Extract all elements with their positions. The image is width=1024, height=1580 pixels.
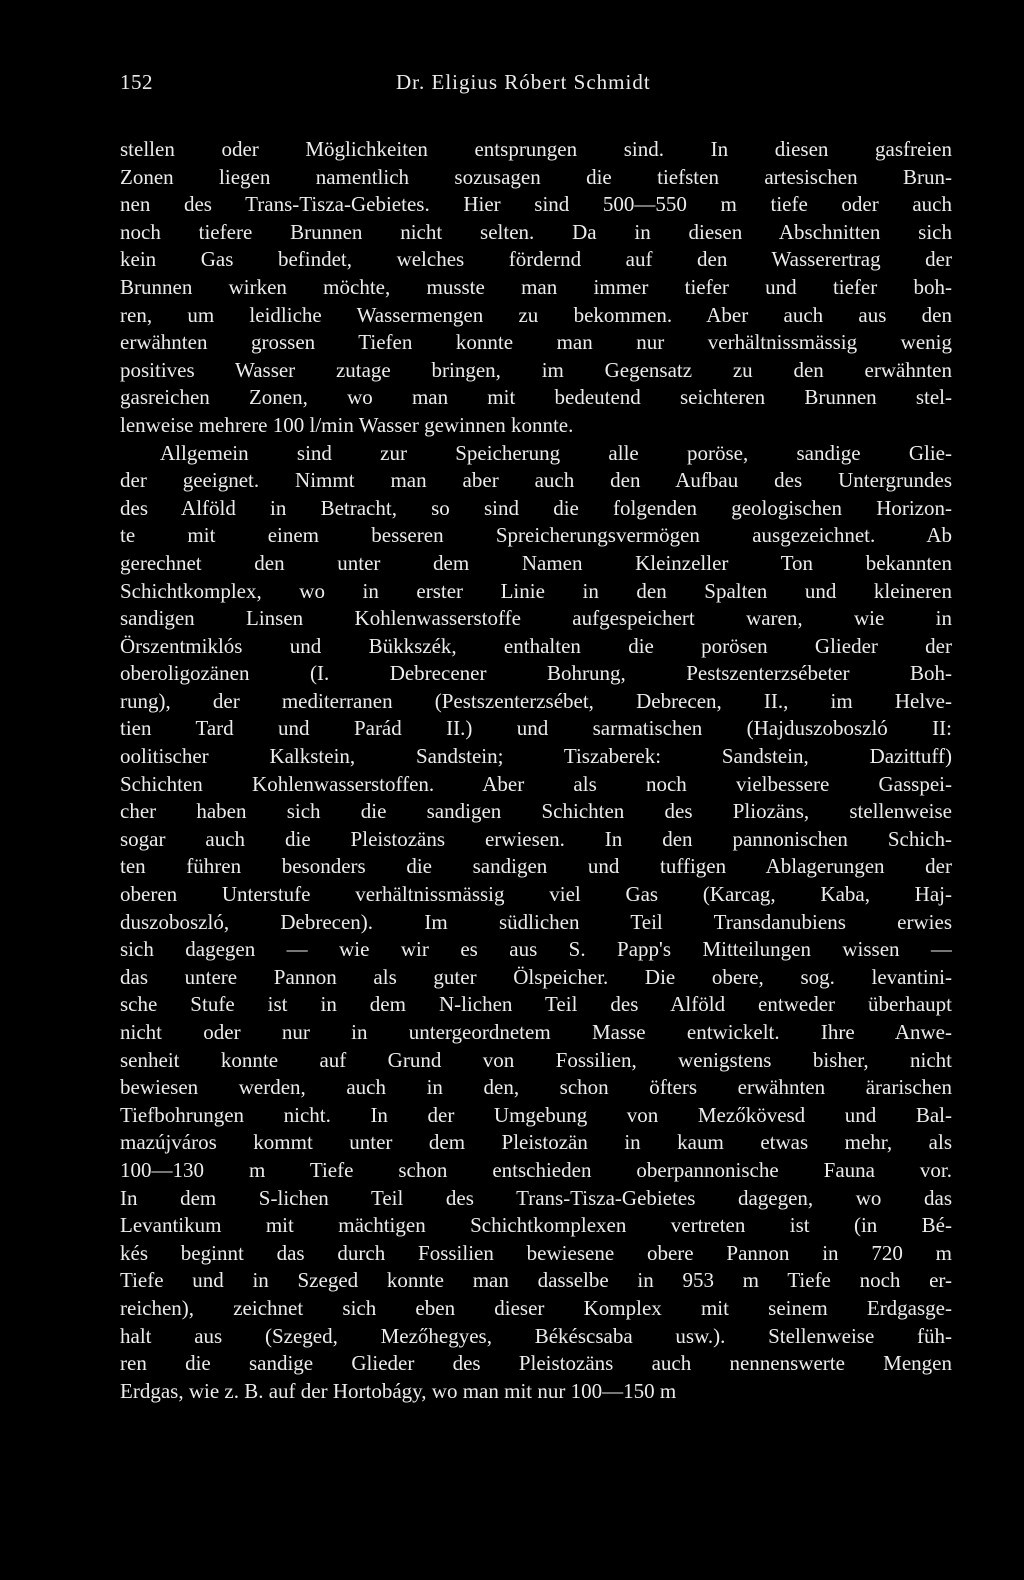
text-line: rung), der mediterranen (Pestszenterzsébet, Debrecen, II., im Helve- <box>120 688 952 713</box>
text-line: oolitischer Kalkstein, Sandstein; Tiszaberek: Sandstein, Dazittuff) <box>120 744 952 769</box>
text-line: kein Gas befindet, welches fördernd auf den Wasserertrag der <box>120 247 952 272</box>
running-title: Dr. Eligius Róbert Schmidt <box>396 70 651 94</box>
paragraph <box>120 136 952 440</box>
text-line: Erdgas, wie z. B. auf der Hortobágy, wo man mit nur 100—150 m <box>120 1378 677 1403</box>
text-line: ten führen besonders die sandigen und tuffigen Ablagerungen der <box>120 854 952 879</box>
text-line: Allgemein sind zur Speicherung alle poröse, sandige Glie- <box>160 440 952 465</box>
text-line: Brunnen wirken möchte, musste man immer tiefer und tiefer boh- <box>120 274 952 299</box>
text-line: des Alföld in Betracht, so sind die folgenden geologischen Horizon- <box>120 495 952 520</box>
text-line: kés beginnt das durch Fossilien bewiesene obere Pannon in 720 m <box>120 1240 952 1265</box>
text-line: te mit einem besseren Spreicherungsvermögen ausgezeichnet. Ab <box>120 523 952 548</box>
text-line: Tiefbohrungen nicht. In der Umgebung von Mezőkövesd und Bal- <box>120 1102 952 1127</box>
text-line: lenweise mehrere 100 l/min Wasser gewinnen konnte. <box>120 412 574 437</box>
text-line: noch tiefere Brunnen nicht selten. Da in diesen Abschnitten sich <box>120 219 952 244</box>
text-line: senheit konnte auf Grund von Fossilien, wenigstens bisher, nicht <box>120 1047 952 1072</box>
text-line: tien Tard und Parád II.) und sarmatischen (Hajduszoboszló II: <box>120 716 952 741</box>
text-line: Zonen liegen namentlich sozusagen die tiefsten artesischen Brun- <box>120 164 952 189</box>
text-line: Örszentmiklós und Bükkszék, enthalten die porösen Glieder der <box>120 633 952 658</box>
body-text <box>120 136 952 1405</box>
text-line: sandigen Linsen Kohlenwasserstoffe aufgespeichert waren, wie in <box>120 606 952 631</box>
text-line: mazújváros kommt unter dem Pleistozän in kaum etwas mehr, als <box>120 1130 952 1155</box>
text-line: Schichten Kohlenwasserstoffen. Aber als noch vielbessere Gasspei- <box>120 771 952 796</box>
text-line: gerechnet den unter dem Namen Kleinzeller Ton bekannten <box>120 550 952 575</box>
page-number: 152 <box>120 70 153 94</box>
text-line: gasreichen Zonen, wo man mit bedeutend seichteren Brunnen stel- <box>120 385 952 410</box>
text-line: halt aus (Szeged, Mezőhegyes, Békéscsaba usw.). Stellenweise füh- <box>120 1323 952 1348</box>
text-line: cher haben sich die sandigen Schichten des Pliozäns, stellenweise <box>120 799 952 824</box>
text-line: 100—130 m Tiefe schon entschieden oberpannonische Fauna vor. <box>120 1157 952 1182</box>
text-line: duszoboszló, Debrecen). Im südlichen Teil Transdanubiens erwies <box>120 909 952 934</box>
text-line: nen des Trans-Tisza-Gebietes. Hier sind 500—550 m tiefe oder auch <box>120 192 952 217</box>
text-line: erwähnten grossen Tiefen konnte man nur verhältnissmässig wenig <box>120 330 952 355</box>
text-line: Tiefe und in Szeged konnte man dasselbe in 953 m Tiefe noch er- <box>120 1268 952 1293</box>
text-line: ren die sandige Glieder des Pleistozäns auch nennenswerte Mengen <box>120 1351 952 1376</box>
running-head <box>120 70 952 104</box>
text-line: Schichtkomplex, wo in erster Linie in den Spalten und kleineren <box>120 578 952 603</box>
text-line: reichen), zeichnet sich eben dieser Komplex mit seinem Erdgasge- <box>120 1295 952 1320</box>
text-line: stellen oder Möglichkeiten entsprungen sind. In diesen gasfreien <box>120 137 952 161</box>
text-line: oberoligozänen (I. Debrecener Bohrung, Pestszenterzsébeter Boh- <box>120 661 952 686</box>
text-line: das untere Pannon als guter Ölspeicher. Die obere, sog. levantini- <box>120 964 952 989</box>
text-line: sogar auch die Pleistozäns erwiesen. In den pannonischen Schich- <box>120 826 952 851</box>
text-line: bewiesen werden, auch in den, schon öfters erwähnten ärarischen <box>120 1075 952 1100</box>
text-line: positives Wasser zutage bringen, im Gegensatz zu den erwähnten <box>120 357 952 382</box>
text-line: nicht oder nur in untergeordnetem Masse entwickelt. Ihre Anwe- <box>120 1020 952 1044</box>
text-line: Levantikum mit mächtigen Schichtkomplexen vertreten ist (in Bé- <box>120 1213 952 1238</box>
text-line: In dem S-lichen Teil des Trans-Tisza-Gebietes dagegen, wo das <box>120 1185 952 1210</box>
text-line: sich dagegen — wie wir es aus S. Papp's Mitteilungen wissen — <box>120 937 952 962</box>
text-line: oberen Unterstufe verhältnissmässig viel Gas (Karcag, Kaba, Haj- <box>120 882 952 907</box>
text-line: sche Stufe ist in dem N-lichen Teil des Alföld entweder überhaupt <box>120 992 952 1017</box>
paragraph <box>120 440 952 1406</box>
text-line: ren, um leidliche Wassermengen zu bekommen. Aber auch aus den <box>120 302 952 327</box>
text-line: der geeignet. Nimmt man aber auch den Aufbau des Untergrundes <box>120 468 952 493</box>
